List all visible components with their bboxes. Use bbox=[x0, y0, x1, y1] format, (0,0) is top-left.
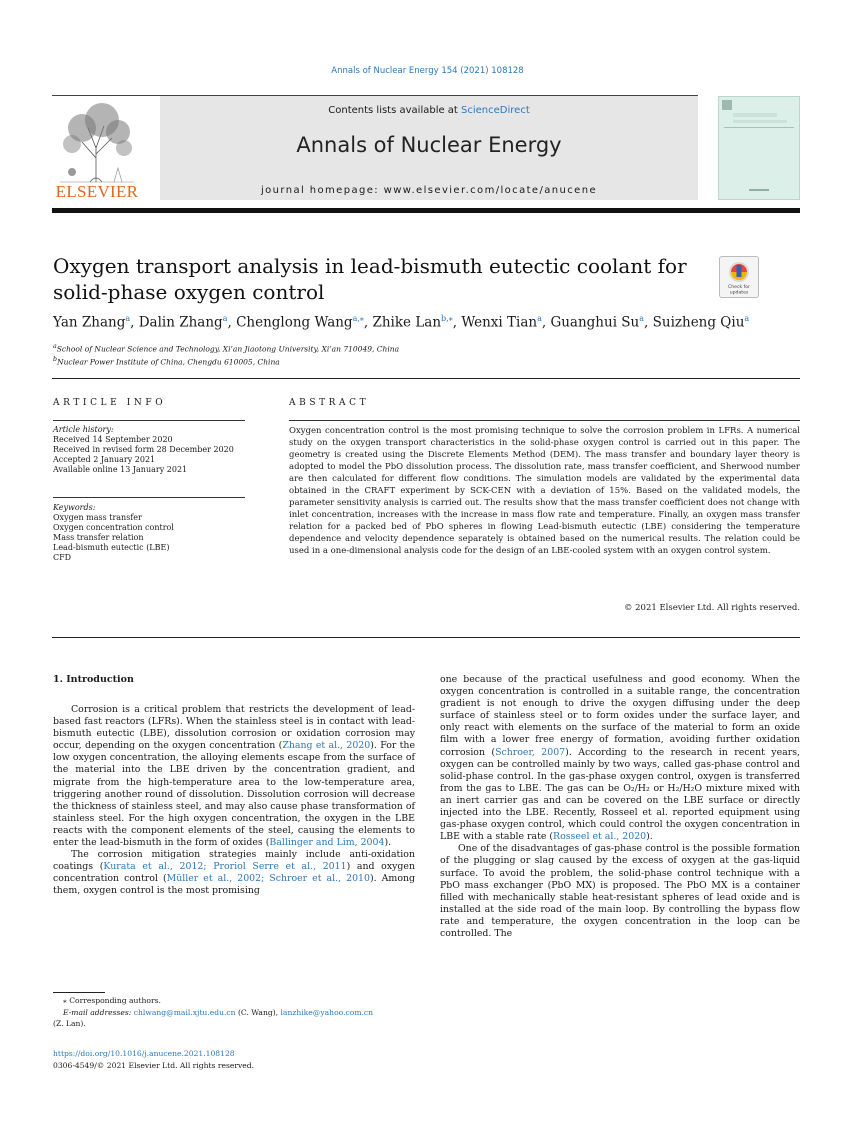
title-line-2: solid-phase oxygen control bbox=[53, 280, 325, 304]
affiliation-b: $^b$Nuclear Power Institute of China, Chengdu 610005, China bbox=[53, 355, 280, 366]
article-title bbox=[53, 253, 693, 305]
keyword: Oxygen concentration control bbox=[53, 523, 174, 532]
author-name[interactable]: Guanghui Su bbox=[550, 314, 640, 331]
paragraph: Corrosion is a critical problem that restricts the development of lead-based fast reactors (LFRs). When the stainless steel is in contact with lead-bismuth eutectic (LBE), dissolution corrosion or oxidation corrosion may occur, depending on the oxygen concentration (Zhang et al., 2020). For the low oxygen concentration, the alloying elements escape from the surface of the material into the LBE driven by the concentration gradient, and migrate from the high-temperature area to the low-temperature area, triggering another round of dissolution. Dissolution corrosion will decrease the thickness of stainless steel, and may also cause phase transformation of stainless steel. For the high oxygen concentration, the oxygen in the LBE reacts with the component elements of the steel, causing the elements to enter the lead-bismuth in the form of oxides (Ballinger and Lim, 2004). bbox=[53, 704, 416, 849]
author-name[interactable]: Suizheng Qiu bbox=[652, 314, 745, 331]
svg-text:Check for: Check for bbox=[728, 285, 750, 290]
tree-icon bbox=[52, 98, 142, 184]
author-list: Yan Zhang$^a$, Dalin Zhang$^a$, Chenglong Wang$^{a,⁎}$, Zhike Lan$^{b,⁎}$, Wenxi Tian$^a$, Guanghui Su$^a$, Suizheng Qiu$^a$ bbox=[53, 314, 750, 331]
paragraph: One of the disadvantages of gas-phase control is the possible formation of the plugging or slag caused by the excess of oxygen at the gas-liquid surface. To avoid the problem, the solid-phase control technique with a PbO mass exchanger (PbO MX) is proposed. The PbO MX is a container filled with mechanically stable heat-resistant spheres of lead oxide and is installed at the side road of the main loop. By controlling the bypass flow rate and temperature, the oxygen concentration in the loop can be controlled. The bbox=[440, 843, 800, 939]
author-affil-mark[interactable]: a bbox=[639, 314, 645, 323]
email-owner: (Z. Lan). bbox=[53, 1019, 86, 1028]
journal-title: Annals of Nuclear Energy bbox=[296, 133, 562, 157]
contents-line bbox=[160, 105, 698, 116]
keyword: Mass transfer relation bbox=[53, 533, 144, 542]
abstract-text: Oxygen concentration control is the most promising technique to solve the corrosion problem in LFRs. A numerical study on the oxygen transport characteristics in the solid-phase oxygen control is carried out in this paper. The geometry is created using the Discrete Elements Method (DEM). The mass transfer and boundary layer theory is adopted to model the PbO dissolution process. The dissolution rate, mass transfer coefficient, and Sherwood number are then calculated for different flow conditions. The simulation models are validated by the experimental data obtained in the CRAFT experiment by SCK-CEN with a deviation of 15%. Based on the validated models, the parameter sensitivity analysis is carried out. The results show that the mass transfer coefficient does not change with inlet concentration, increases with the increase in mass flow rate and temperature. Finally, an oxygen mass transfer relation for a packed bed of PbO spheres in flowing Lead-bismuth eutectic (LBE) considering the temperature dependence and velocity dependence separately is obtained based on the numerical results. The relation could be used in a one-dimensional analysis code for the design of an LBE-cooled system with an oxygen control system. bbox=[289, 426, 800, 557]
cover-image-icon bbox=[719, 97, 799, 199]
keyword: Oxygen mass transfer bbox=[53, 513, 142, 522]
author-affil-mark[interactable]: a bbox=[222, 314, 228, 323]
author-name[interactable]: Yan Zhang bbox=[53, 314, 126, 331]
sciencedirect-link[interactable]: ScienceDirect bbox=[461, 105, 530, 116]
history-label: Article history: bbox=[53, 425, 114, 434]
keywords-label: Keywords: bbox=[53, 503, 96, 512]
reference-link[interactable]: Schroer, 2007 bbox=[495, 746, 566, 758]
keyword: CFD bbox=[53, 553, 72, 562]
reference-link[interactable]: Kurata et al., 2012; Proriol Serre et al., 2011 bbox=[103, 861, 347, 873]
paragraph: one because of the practical usefulness and good economy. When the oxygen concentration is controlled in a suitable range, the concentration gradient is not enough to drive the oxygen diffusing under the deep surface of stainless steel or to form oxides under the surface layer, and only react with elements on the surface of the material to form an oxide film with a lower free energy of formation, avoiding further oxidation corrosion (Schroer, 2007). According to the research in recent years, oxygen can be controlled mainly by two ways, called gas-phase control and solid-phase control. In the gas-phase oxygen control, oxygen is transferred from the gas to LBE. The gas can be O₂/H₂ or H₂/H₂O mixture mixed with an inert carrier gas and can be covered on the LBE surface or directly injected into the LBE. Recently, Rosseel et al. reported equipment using gas-phase oxygen control, which could control the oxygen concentration in LBE with a stable rate (Rosseel et al., 2020). bbox=[440, 674, 800, 843]
body-column-right bbox=[440, 674, 800, 940]
doi-block bbox=[53, 1048, 254, 1071]
svg-text:updates: updates bbox=[729, 290, 749, 296]
keyword: Lead-bismuth eutectic (LBE) bbox=[53, 543, 170, 552]
email-label: E-mail addresses: bbox=[63, 1007, 134, 1017]
section-rule bbox=[52, 637, 800, 638]
copyright-notice: © 2021 Elsevier Ltd. All rights reserved. bbox=[623, 603, 800, 613]
author-affil-mark[interactable]: a bbox=[125, 314, 131, 323]
doi-link[interactable]: https://doi.org/10.1016/j.anucene.2021.108128 bbox=[53, 1049, 235, 1058]
journal-homepage[interactable]: journal homepage: www.elsevier.com/locate/anucene bbox=[260, 185, 597, 196]
info-rule bbox=[53, 497, 245, 498]
body-column-left bbox=[53, 704, 415, 898]
article-history bbox=[53, 425, 245, 475]
section-heading: 1. Introduction bbox=[53, 674, 134, 685]
abstract-heading: ABSTRACT bbox=[289, 398, 370, 408]
elsevier-logo bbox=[52, 98, 158, 202]
author-name[interactable]: Wenxi Tian bbox=[461, 314, 538, 331]
online-date: Available online 13 January 2021 bbox=[53, 465, 188, 474]
elsevier-wordmark: ELSEVIER bbox=[55, 182, 139, 201]
reference-link[interactable]: Rosseel et al., 2020 bbox=[553, 831, 647, 843]
author-name[interactable]: Zhike Lan bbox=[372, 314, 442, 331]
title-line-1: Oxygen transport analysis in lead-bismuth eutectic coolant for bbox=[53, 254, 687, 278]
check-for-updates-icon bbox=[720, 257, 758, 297]
footnotes: ⁎ Corresponding authors. E-mail addresses: chlwang@mail.xjtu.edu.cn (C. Wang), lanzhike@yahoo.com.cn (Z. Lan). bbox=[53, 995, 415, 1030]
contents-prefix: Contents lists available at bbox=[328, 105, 462, 116]
author-name[interactable]: Chenglong Wang bbox=[236, 314, 353, 331]
footnote-rule bbox=[53, 992, 105, 993]
issn-line: 0306-4549/© 2021 Elsevier Ltd. All rights reserved. bbox=[53, 1060, 255, 1070]
check-for-updates-badge[interactable] bbox=[719, 256, 759, 298]
accepted-date: Accepted 2 January 2021 bbox=[53, 455, 156, 464]
header-thick-rule bbox=[52, 208, 800, 213]
keywords bbox=[53, 503, 245, 563]
journal-cover-thumbnail[interactable] bbox=[718, 96, 800, 200]
reference-link[interactable]: Zhang et al., 2020 bbox=[282, 740, 371, 752]
section-rule bbox=[52, 378, 800, 379]
abstract-rule bbox=[289, 420, 800, 421]
affiliation-a: $^a$School of Nuclear Science and Technology, Xi’an Jiaotong University, Xi’an 710049, China bbox=[53, 343, 400, 354]
email-link[interactable]: lanzhike@yahoo.com.cn bbox=[280, 1007, 374, 1017]
reference-link[interactable]: Ballinger and Lim, 2004 bbox=[269, 837, 385, 849]
author-affil-mark[interactable]: b,⁎ bbox=[441, 314, 453, 323]
article-info-heading: ARTICLE INFO bbox=[53, 398, 167, 408]
info-rule bbox=[53, 420, 245, 421]
revised-date: Received in revised form 28 December 2020 bbox=[53, 445, 234, 454]
corresponding-note: ⁎ Corresponding authors. bbox=[63, 996, 161, 1005]
journal-citation[interactable]: Annals of Nuclear Energy 154 (2021) 108128 bbox=[331, 66, 524, 76]
reference-link[interactable]: Müller et al., 2002; Schroer et al., 2010 bbox=[166, 873, 370, 885]
author-affil-mark[interactable]: a bbox=[537, 314, 542, 323]
author-affil-mark[interactable]: a bbox=[744, 314, 750, 323]
affiliations bbox=[53, 342, 753, 367]
author-affil-mark[interactable]: a,⁎ bbox=[352, 314, 364, 323]
email-link[interactable]: chlwang@mail.xjtu.edu.cn bbox=[133, 1007, 236, 1017]
author-name[interactable]: Dalin Zhang bbox=[138, 314, 223, 331]
received-date: Received 14 September 2020 bbox=[53, 435, 173, 444]
paragraph: The corrosion mitigation strategies mainly include anti-oxidation coatings (Kurata et al., 2012; Proriol Serre et al., 2011) and oxygen concentration control (Müller et al., 2002; Schroer et al., 2010). Among them, oxygen control is the most promising bbox=[53, 849, 415, 897]
